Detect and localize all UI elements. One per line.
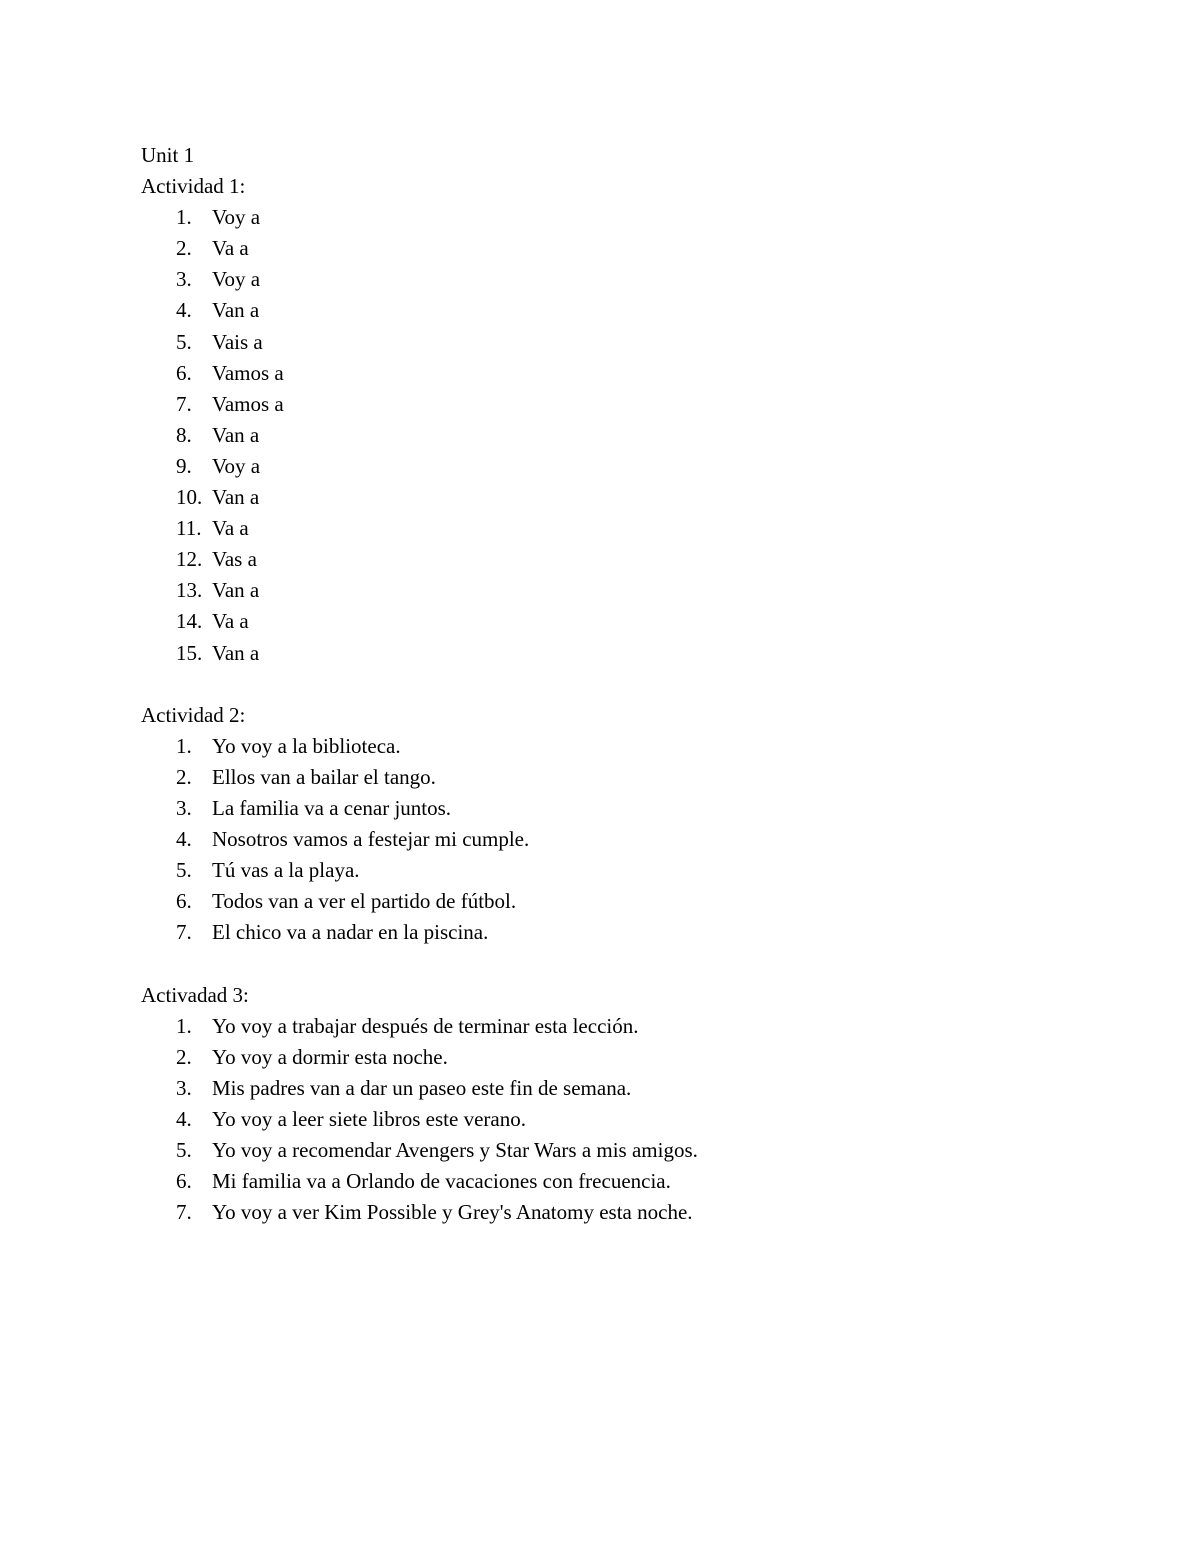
list-item-number: 7. bbox=[176, 391, 192, 416]
document-title: Unit 1 bbox=[141, 143, 195, 167]
list-item-number: 5. bbox=[176, 329, 192, 354]
list-item bbox=[141, 575, 1041, 606]
list-item-text: Vamos a bbox=[212, 360, 284, 385]
list-item-number: 5. bbox=[176, 858, 192, 883]
list-item bbox=[141, 544, 1041, 575]
list-item-number: 4. bbox=[176, 298, 192, 323]
list-item bbox=[141, 327, 1041, 358]
list-item bbox=[141, 233, 1041, 264]
list-item-number: 15. bbox=[176, 640, 203, 665]
list-item bbox=[141, 1135, 1041, 1166]
list-item-number: 1. bbox=[176, 733, 192, 758]
list-item bbox=[141, 482, 1041, 513]
list-item bbox=[141, 202, 1041, 233]
list-item-number: 11. bbox=[176, 516, 202, 541]
list-item-number: 13. bbox=[176, 578, 203, 603]
list-item-text: Voy a bbox=[212, 267, 261, 292]
list-item bbox=[141, 295, 1041, 326]
activity-section bbox=[141, 980, 1041, 1229]
section-spacer bbox=[141, 669, 1041, 700]
list-item-text: Tú vas a la playa. bbox=[212, 858, 360, 883]
list-item bbox=[141, 638, 1041, 669]
list-item-text: Vamos a bbox=[212, 391, 284, 416]
list-item-number: 3. bbox=[176, 1075, 192, 1100]
list-item-number: 2. bbox=[176, 1044, 192, 1069]
list-item bbox=[141, 762, 1041, 793]
list-item-number: 4. bbox=[176, 1106, 192, 1131]
list-item-text: Van a bbox=[212, 578, 260, 603]
document-body bbox=[141, 171, 1041, 1228]
list-item-number: 2. bbox=[176, 236, 192, 261]
section-heading: Actividad 1: bbox=[141, 174, 246, 199]
list-item bbox=[141, 793, 1041, 824]
list-item-number: 6. bbox=[176, 889, 192, 914]
list-item-text: Ellos van a bailar el tango. bbox=[212, 764, 436, 789]
list-item-text: Todos van a ver el partido de fútbol. bbox=[212, 889, 517, 914]
list-item bbox=[141, 917, 1041, 948]
list-item-number: 7. bbox=[176, 1200, 192, 1225]
list-item-text: Voy a bbox=[212, 205, 261, 230]
list-item bbox=[141, 606, 1041, 637]
list-item-number: 1. bbox=[176, 205, 192, 230]
list-item-number: 12. bbox=[176, 547, 203, 572]
list-item bbox=[141, 1166, 1041, 1197]
list-item-text: Van a bbox=[212, 640, 260, 665]
list-item-number: 9. bbox=[176, 453, 192, 478]
list-item bbox=[141, 1042, 1041, 1073]
list-item bbox=[141, 1073, 1041, 1104]
list-item-number: 4. bbox=[176, 827, 192, 852]
list-item bbox=[141, 731, 1041, 762]
list-item-number: 8. bbox=[176, 422, 192, 447]
list-item-text: Yo voy a trabajar después de terminar esta lección. bbox=[212, 1013, 639, 1038]
section-spacer bbox=[141, 948, 1041, 979]
list-item-text: Va a bbox=[212, 516, 249, 541]
list-item-text: Yo voy a la biblioteca. bbox=[212, 733, 401, 758]
list-item bbox=[141, 389, 1041, 420]
list-item-number: 6. bbox=[176, 360, 192, 385]
list-item bbox=[141, 1011, 1041, 1042]
list-item bbox=[141, 1197, 1041, 1228]
list-item-text: Yo voy a leer siete libros este verano. bbox=[212, 1106, 526, 1131]
activity-section bbox=[141, 700, 1041, 949]
activity-section bbox=[141, 171, 1041, 669]
list-item-number: 3. bbox=[176, 795, 192, 820]
list-item-text: Va a bbox=[212, 609, 249, 634]
list-item-text: Mi familia va a Orlando de vacaciones con frecuencia. bbox=[212, 1169, 671, 1194]
section-heading: Activadad 3: bbox=[141, 982, 249, 1007]
list-item bbox=[141, 420, 1041, 451]
list-item-number: 2. bbox=[176, 764, 192, 789]
list-item-text: Mis padres van a dar un paseo este fin de semana. bbox=[212, 1075, 632, 1100]
list-item bbox=[141, 1104, 1041, 1135]
list-item-text: Yo voy a recomendar Avengers y Star Wars a mis amigos. bbox=[212, 1138, 698, 1162]
list-item-text: Vas a bbox=[212, 547, 257, 572]
list-item-text: La familia va a cenar juntos. bbox=[212, 795, 452, 820]
list-item bbox=[141, 451, 1041, 482]
list-item-text: El chico va a nadar en la piscina. bbox=[212, 920, 489, 945]
list-item-number: 7. bbox=[176, 920, 192, 945]
list-item-number: 3. bbox=[176, 267, 192, 292]
list-item bbox=[141, 264, 1041, 295]
list-item-text: Van a bbox=[212, 422, 260, 447]
list-item-number: 6. bbox=[176, 1169, 192, 1194]
list-item-text: Voy a bbox=[212, 453, 261, 478]
list-item-number: 10. bbox=[176, 485, 203, 510]
list-item-text: Yo voy a dormir esta noche. bbox=[212, 1044, 448, 1069]
list-item-text: Van a bbox=[212, 485, 260, 510]
list-item-number: 14. bbox=[176, 609, 203, 634]
document-page bbox=[141, 140, 1041, 1228]
list-item-text: Van a bbox=[212, 298, 260, 323]
list-item-number: 5. bbox=[176, 1138, 192, 1162]
list-item-text: Yo voy a ver Kim Possible y Grey's Anatomy esta noche. bbox=[212, 1200, 693, 1225]
list-item bbox=[141, 358, 1041, 389]
list-item-text: Vais a bbox=[212, 329, 263, 354]
list-item-text: Nosotros vamos a festejar mi cumple. bbox=[212, 827, 530, 852]
list-item-text: Va a bbox=[212, 236, 249, 261]
list-item bbox=[141, 886, 1041, 917]
list-item bbox=[141, 513, 1041, 544]
list-item bbox=[141, 824, 1041, 855]
list-item bbox=[141, 855, 1041, 886]
list-item-number: 1. bbox=[176, 1013, 192, 1038]
section-heading: Actividad 2: bbox=[141, 702, 246, 727]
